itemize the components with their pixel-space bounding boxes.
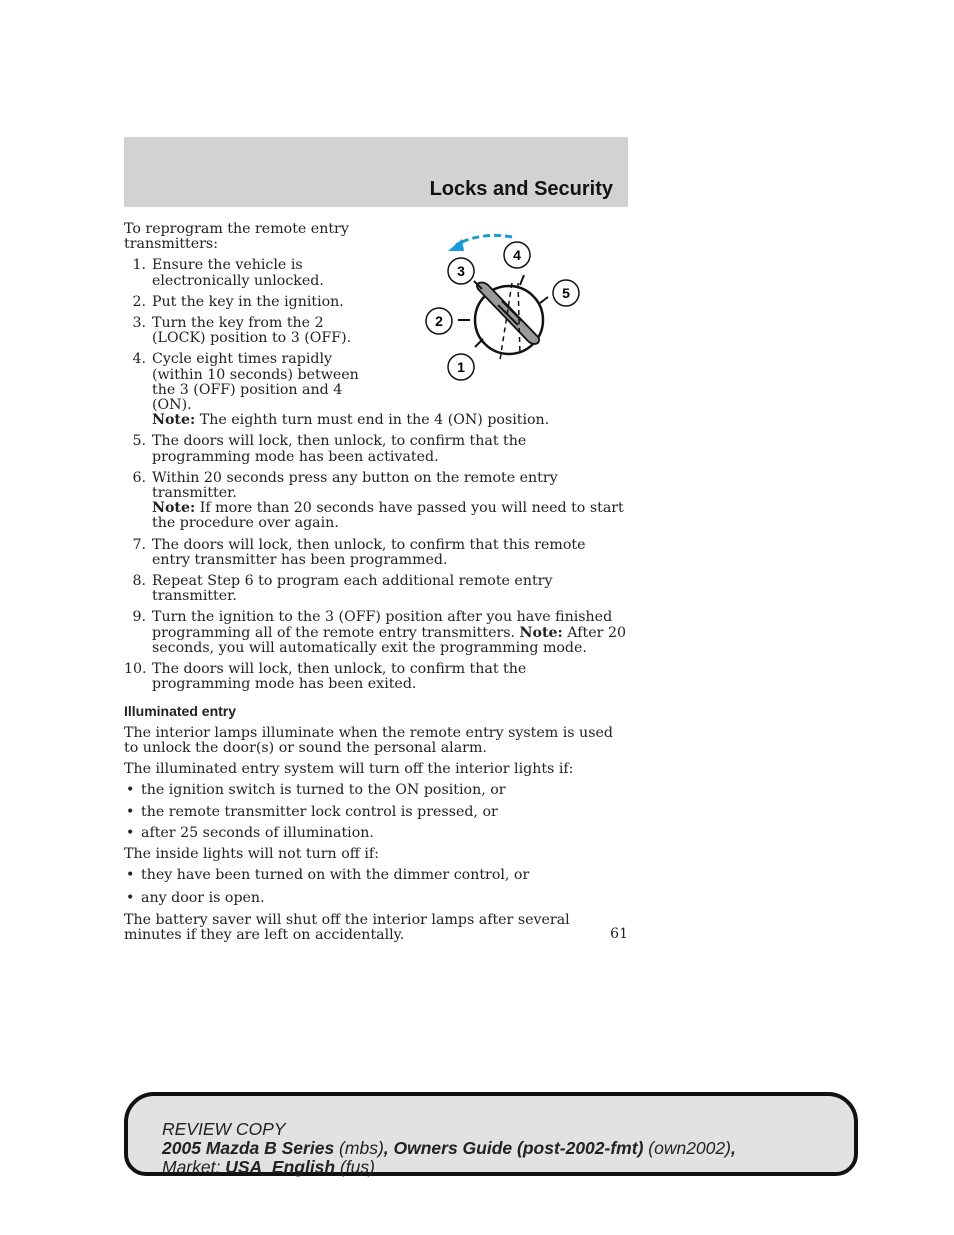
list-item: 10. The doors will lock, then unlock, to confirm that the programming mode has been exited. bbox=[124, 661, 527, 693]
stay-on-conditions-list bbox=[124, 868, 628, 906]
turn-off-conditions-list bbox=[124, 783, 628, 841]
list-item: 3. Turn the key from the 2 (LOCK) position to 3 (OFF). bbox=[132, 315, 352, 347]
list-item: 8. Repeat Step 6 to program each additional remote entry transmitter. bbox=[132, 573, 553, 605]
paragraph: The interior lamps illuminate when the remote entry system is used to unlock the door(s) or sound the personal alarm. bbox=[124, 724, 613, 756]
svg-text:4: 4 bbox=[513, 247, 521, 263]
paragraph: The battery saver will shut off the interior lamps after several minutes if they are left on accidentally. bbox=[124, 911, 570, 943]
list-item: 4. Cycle eight times rapidly (within 10 seconds) between the 3 (OFF) position and 4 (ON). Note: The eighth turn must end in the 4 (ON) position. bbox=[132, 351, 550, 429]
intro-paragraph: To reprogram the remote entry transmitters: bbox=[124, 221, 349, 253]
svg-text:2: 2 bbox=[435, 313, 443, 329]
page-body bbox=[124, 222, 628, 949]
list-item: 5. The doors will lock, then unlock, to confirm that the programming mode has been activated. bbox=[132, 433, 527, 465]
section-title: Locks and Security bbox=[429, 178, 613, 200]
list-item: • after 25 seconds of illumination. bbox=[124, 826, 628, 841]
list-item: 1. Ensure the vehicle is electronically unlocked. bbox=[132, 257, 324, 289]
footer-line-3: Market: USA_English (fus) bbox=[162, 1157, 375, 1177]
list-item: 7. The doors will lock, then unlock, to confirm that this remote entry transmitter has been programmed. bbox=[132, 536, 586, 568]
svg-text:5: 5 bbox=[562, 285, 570, 301]
list-item: 2. Put the key in the ignition. bbox=[132, 293, 344, 310]
list-item: 6. Within 20 seconds press any button on the remote entry transmitter. Note: If more than 20 seconds have passed you will need to start the procedure over again. bbox=[132, 469, 624, 532]
paragraph: The inside lights will not turn off if: bbox=[124, 845, 379, 862]
review-copy-footer bbox=[124, 1092, 858, 1176]
list-item: 9. Turn the ignition to the 3 (OFF) position after you have finished programming all of the remote entry transmitters. Note: After 20 seconds, you will automatically exit the programming mode. bbox=[132, 609, 626, 656]
footer-review-copy: REVIEW COPY bbox=[162, 1119, 286, 1139]
list-item: • the remote transmitter lock control is pressed, or bbox=[124, 805, 628, 820]
list-item: • they have been turned on with the dimmer control, or bbox=[124, 868, 628, 883]
paragraph: The illuminated entry system will turn off the interior lights if: bbox=[124, 761, 574, 778]
footer-line-2: 2005 Mazda B Series (mbs), Owners Guide (post-2002-fmt) (own2002), bbox=[162, 1138, 736, 1158]
page-number: 61 bbox=[610, 926, 628, 942]
list-item: • the ignition switch is turned to the ON position, or bbox=[124, 783, 628, 798]
svg-text:3: 3 bbox=[457, 263, 465, 279]
section-header-band bbox=[124, 137, 628, 207]
svg-text:1: 1 bbox=[457, 359, 465, 375]
list-item: • any door is open. bbox=[124, 891, 628, 906]
reprogram-steps-list bbox=[124, 258, 628, 692]
illuminated-entry-heading: Illuminated entry bbox=[124, 703, 237, 720]
